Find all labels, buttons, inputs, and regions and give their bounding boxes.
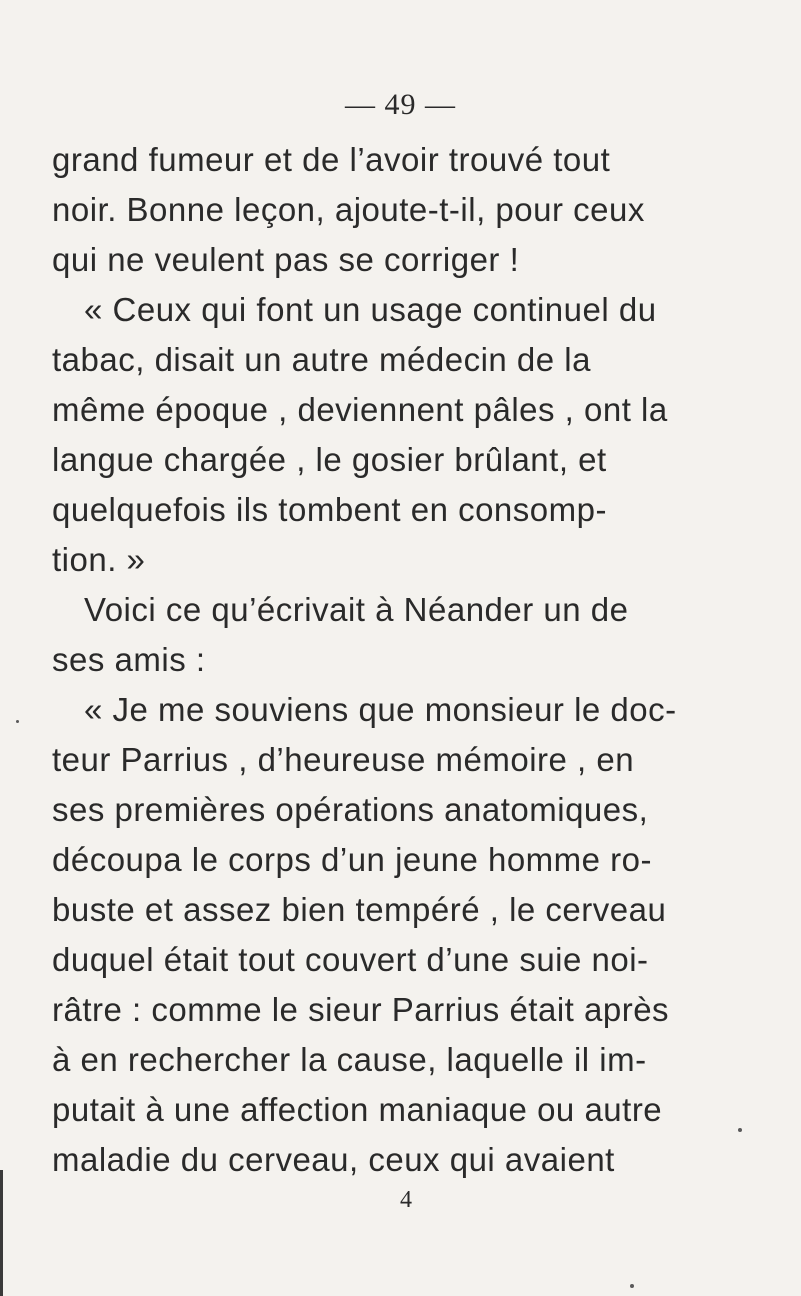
text-line: grand fumeur et de l’avoir trouvé tout [52,141,611,178]
page-number: — 49 — [345,88,456,121]
text-line: buste et assez bien tempéré , le cerveau [52,891,667,928]
text-line: noir. Bonne leçon, ajoute-t-il, pour ceux [52,191,645,228]
text-line: Voici ce qu’écrivait à Néander un de [84,591,629,628]
paper-speck [738,1128,742,1132]
text-line: duquel était tout couvert d’une suie noi- [52,941,649,978]
text-line: à en rechercher la cause, laquelle il im- [52,1041,647,1078]
paper-speck [630,1284,634,1288]
text-line: tion. » [52,541,146,578]
text-line: tabac, disait un autre médecin de la [52,341,591,378]
signature-mark: 4 [400,1187,412,1213]
text-line: quelquefois ils tombent en consomp- [52,491,607,528]
paper-speck [16,720,19,723]
text-line: putait à une affection maniaque ou autre [52,1091,663,1128]
text-line: maladie du cerveau, ceux qui avaient [52,1141,615,1178]
page-edge-shadow [0,1170,3,1296]
text-line: ses premières opérations anatomiques, [52,791,649,828]
text-line: teur Parrius , d’heureuse mémoire , en [52,741,635,778]
text-line: ses amis : [52,641,206,678]
text-line: même époque , deviennent pâles , ont la [52,391,668,428]
text-line: « Je me souviens que monsieur le doc- [84,691,677,728]
text-line: langue chargée , le gosier brûlant, et [52,441,607,478]
text-line: râtre : comme le sieur Parrius était après [52,991,670,1028]
text-line: découpa le corps d’un jeune homme ro- [52,841,653,878]
text-line: « Ceux qui font un usage continuel du [84,291,657,328]
text-line: qui ne veulent pas se corriger ! [52,241,520,278]
